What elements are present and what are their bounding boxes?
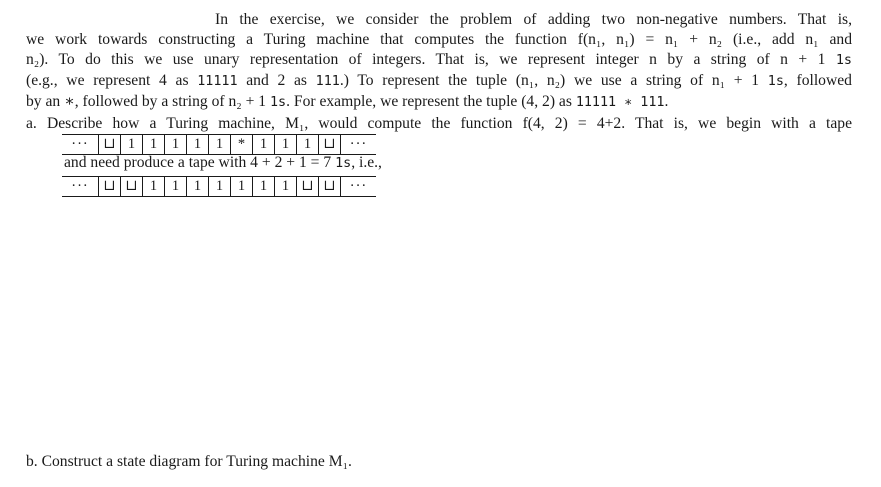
intro-line-4-text-a: (e.g., we represent 4 as [26,71,189,89]
tape-cell: 1 [142,135,164,154]
unary-ones-token: 1s [835,52,852,68]
unary-four-example: 11111 [197,73,238,89]
part-a-middle-a: and need produce a tape with 4 + 2 + 1 = 7 [64,154,332,171]
tape-cell: ⊔ [318,135,340,154]
tape-cell: 1 [252,135,274,154]
tape-cell: 1 [208,177,230,196]
tape-cell: 1 [164,177,186,196]
unary-ones-token: 1s [767,73,784,89]
tape-cell: ⊔ [318,177,340,196]
intro-line-4-text-c: and 2 as [246,71,307,89]
tape-cell: * [230,135,252,154]
tape-cell: 1 [296,135,318,154]
initial-tape [62,134,376,155]
tape-left-ellipsis: ··· [71,178,89,195]
tape-cell: ⊔ [98,177,120,196]
intro-paragraph [26,10,852,113]
intro-line-5-text-c: . For example, we represent the tuple (4, 2) as [286,92,572,110]
tape-cell: ⊔ [296,177,318,196]
intro-line-5-text-a: by an ∗, followed by a string of n₂ + 1 [26,92,267,110]
intro-line-2: we work towards constructing a Turing machine that computes the function f(n₁, n₁) = n₁ + n₂ (i.e., add n₁ and [26,30,852,48]
tape-cell: 1 [186,135,208,154]
tape-cell: 1 [230,177,252,196]
intro-line-5 [26,92,852,113]
intro-line-5-text-e: . [664,92,669,110]
tape-right-ellipsis: ··· [340,177,376,196]
intro-line-4-text-g: , followed [783,71,852,89]
intro-line-4-text-e: .) To represent the tuple (n₁, n₂) we use a string of n₁ + 1 [339,71,760,89]
tape-cell: 1 [142,177,164,196]
intro-line-3 [26,50,852,71]
unary-ones-token: 1s [269,94,287,110]
tape-cell: 1 [274,177,296,196]
final-tape [62,176,376,197]
part-a-middle-c: , i.e., [351,154,382,171]
tuple-example: 11111 ∗ 111 [575,94,665,110]
part-a-question: a. Describe how a Turing machine, M₁, would compute the function f(4, 2) = 4+2. That is, we begin with a tape [26,115,852,132]
tape-left-ellipsis: ··· [71,136,89,153]
tape-cell: 1 [252,177,274,196]
part-b-question: b. Construct a state diagram for Turing machine M₁. [26,453,352,470]
unary-ones-token: 1s [335,156,352,171]
tape-cell: 1 [120,135,142,154]
tape-cell: 1 [208,135,230,154]
tape-cell: 1 [186,177,208,196]
part-a-middle-text [64,153,382,174]
tape-cell: ⊔ [98,135,120,154]
tape-cell: 1 [274,135,296,154]
tape-right-ellipsis: ··· [340,135,376,154]
tape-cell: 1 [164,135,186,154]
unary-two-example: 111 [315,73,340,89]
intro-line-1: In the exercise, we consider the problem of adding two non-negative numbers. That is, [215,11,852,28]
intro-line-4 [26,71,852,92]
intro-line-3-text: n₂). To do this we use unary representation of integers. That is, we represent integer n by a string of n + 1 [26,50,826,68]
tape-cell: ⊔ [120,177,142,196]
